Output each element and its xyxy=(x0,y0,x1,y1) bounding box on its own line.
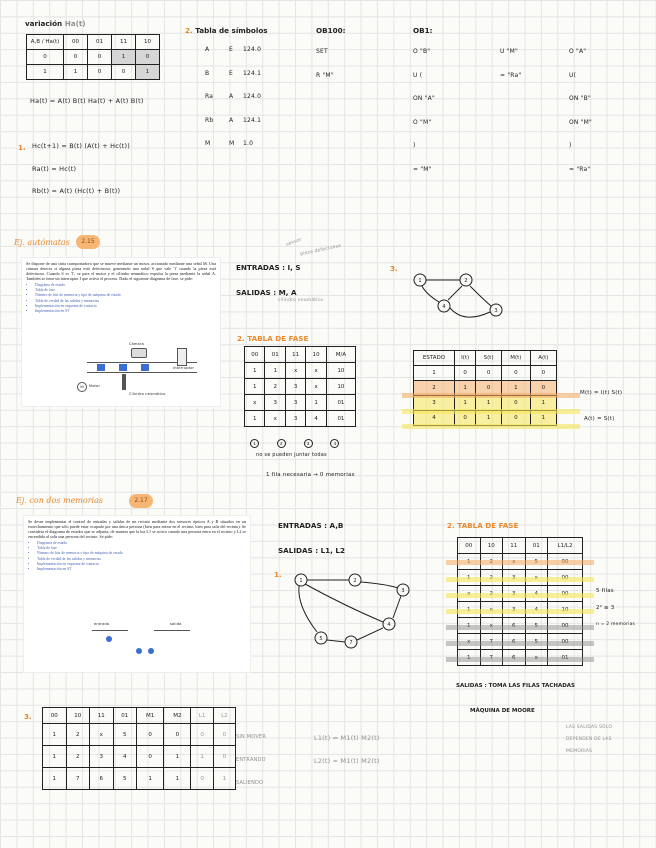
ob1-title: OB1: xyxy=(413,26,433,35)
ob1-column-b xyxy=(500,48,521,95)
section1-statement-card xyxy=(22,258,220,406)
note-sensor: sensor xyxy=(285,237,303,248)
section2-statement: Se desea implementar el control de entradas y salidas de un recinto mediante dos sensores ópticos A y B situados en un estrechamiento que sólo puede estar ocupado por una única persona (bien para entrar en el recinto, bien para salir del recinto). Se considera el diagrama de estados que se adjunta, de manera que la luz L1 se activa cuando una persona entra en el recinto y L2 se encendida al salir una persona del recinto. Se pide: xyxy=(28,519,246,539)
equation-hc: Hc(t+1) = B(t) (A(t) + Hc(t)) xyxy=(32,142,130,150)
ob1-line: U ( xyxy=(413,71,423,79)
variation-title: variación Ha(t) xyxy=(25,19,86,28)
section1-task-list xyxy=(26,283,216,314)
equation-m: M(t) = I(t) S(t) xyxy=(580,390,623,396)
variation-table: A,B / Ha(t) 00 01 11 10 0 0 0 1 0 1 1 0 0 1 xyxy=(26,34,160,80)
outputs-note: SALIDAS : TOMA LAS FILAS TACHADAS xyxy=(456,683,575,689)
highlight-yellow xyxy=(402,424,580,429)
variation-equation: Ha(t) = A(t) B(t) Ha(t) + A(t) B(t) xyxy=(30,97,144,105)
task-item: • Número de bits de memoria y tipo de máquina de estado xyxy=(37,551,246,556)
highlight-gray xyxy=(446,657,594,662)
phase-note-2: 1 fila necesaria → 0 memorias xyxy=(266,472,355,478)
piece-icon xyxy=(97,364,105,371)
section1-title: Ej. autómatas xyxy=(14,238,70,247)
cylinder-icon xyxy=(122,374,126,390)
note-cylinder: cilindro neumático xyxy=(278,298,324,303)
conveyor-figure xyxy=(77,342,217,402)
section2-phase-title: 2. TABLA DE FASE xyxy=(447,521,519,530)
svg-text:4: 4 xyxy=(387,622,391,628)
motor-icon: M xyxy=(77,382,87,392)
task-item: • Diagrama de estado xyxy=(35,283,216,288)
svg-text:3: 3 xyxy=(494,308,498,314)
highlight-yellow xyxy=(446,577,594,582)
section2-badge: 2.17 xyxy=(129,494,153,508)
wall xyxy=(92,630,128,631)
ob1-line: O "A" xyxy=(569,48,587,55)
symbol-row: B E 124.1 xyxy=(205,69,262,77)
person-icon xyxy=(148,648,154,654)
passage-left-label: entrada xyxy=(94,622,110,626)
section1-phase-title: 2. TABLA DE FASE xyxy=(237,334,309,343)
ob100-line: R "M" xyxy=(316,72,334,79)
highlight-yellow xyxy=(446,593,594,598)
wall xyxy=(154,630,190,631)
section2-diagram-label: 1. xyxy=(274,570,282,579)
states-note-memories: n = 2 memorias xyxy=(596,622,636,627)
highlight-orange xyxy=(402,393,580,398)
task-item: • Implementación en esquema de contacto xyxy=(35,304,216,309)
section2-state-diagram xyxy=(275,566,435,666)
section2-inputs: ENTRADAS : A,B xyxy=(278,521,344,530)
ob1-line: U( xyxy=(569,71,577,79)
person-icon xyxy=(106,636,112,642)
section1-state-diagram xyxy=(404,260,524,330)
svg-text:2: 2 xyxy=(353,578,357,584)
section2-task-list xyxy=(28,541,246,572)
svg-text:1: 1 xyxy=(299,578,303,584)
passage-figure xyxy=(92,622,192,668)
symbol-row: Ra A 124.0 xyxy=(205,93,262,100)
camera-label: Cámara xyxy=(129,342,144,346)
motor-label: Motor xyxy=(89,384,101,388)
ob1-line: = "Ra" xyxy=(500,71,522,79)
task-item: • Diagrama de estado xyxy=(37,541,246,546)
table3-note: SALIENDO xyxy=(236,780,264,786)
svg-text:7: 7 xyxy=(349,640,353,646)
highlight-yellow xyxy=(402,409,580,414)
ob100-line: SET xyxy=(316,48,328,55)
section2-phase-table: 00 10 11 01 L1/L2 1 x 6 5 00 x 7 6 5 00 1 7 6 x 01 xyxy=(457,537,583,666)
task-item: • Implementación en esquema de contacto xyxy=(37,562,246,567)
section2-outputs: SALIDAS : L1, L2 xyxy=(278,546,345,555)
section2-title: Ej. con dos memorias xyxy=(16,496,103,505)
ob1-line: O "M" xyxy=(413,118,432,126)
phase-note-1: no se pueden juntar todas xyxy=(256,452,327,458)
task-item: • Tabla de verdad de las salidas y memorias xyxy=(37,557,246,562)
phase-state-markers: 1 2 3 4 xyxy=(250,432,339,450)
svg-text:5: 5 xyxy=(319,636,323,642)
equation-l1: L1(t) = M1(t) M2(t) xyxy=(314,734,380,742)
block2-number: 1. xyxy=(18,143,26,152)
task-item: • Tabla de fase xyxy=(35,288,216,293)
ob1-line: ON "B" xyxy=(569,95,591,102)
states-note-power: 2² ≥ 3 xyxy=(596,605,615,611)
conveyor-belt xyxy=(87,372,197,373)
highlight-gray xyxy=(446,641,594,646)
ob1-column-a xyxy=(413,48,435,189)
ob1-line: ON "A" xyxy=(413,95,435,102)
table3-note: ENTRANDO xyxy=(236,757,266,763)
task-item: • Tabla de verdad de las salidas y memorias xyxy=(35,299,216,304)
symbol-row: M M 1.0 xyxy=(205,140,254,147)
equation-rb: Rb(t) = A(t) (Hc(t) + B(t)) xyxy=(32,187,121,195)
symbol-row: A E 124.0 xyxy=(205,46,262,53)
ob1-line: U "M" xyxy=(500,48,518,55)
switch-icon xyxy=(177,348,187,366)
section2-statement-card xyxy=(24,516,250,672)
svg-text:1: 1 xyxy=(418,278,422,284)
section2-table3-label: 3. xyxy=(24,712,32,721)
task-item: • Implementación en ST xyxy=(37,567,246,572)
ob1-line: = "Ra" xyxy=(569,165,591,173)
ob1-line: ) xyxy=(413,142,416,149)
section1-statement: Se dispone de una cinta transportadora que se mueve mediante un motor, accionado mediante una señal M. Una cámara detecta si alguna pieza está defectuosa, generando una señal S que vale '1' cuando la pieza está defectuosa. Cuando S es '1', se para el motor y el cilindro neumático expulsa la pieza mediante la señal A. También se tiene un interruptor I que activa el proceso. Dado el siguiente diagrama de fase, se pide: xyxy=(26,261,216,281)
machine-note: MÁQUINA DE MOORE xyxy=(470,708,535,714)
states-note-rows: 5 filas xyxy=(596,588,614,594)
machine-note-detail: LAS SALIDAS SÓLO DEPENDEN DE LAS MEMORIAS xyxy=(566,725,613,754)
task-item: • Número de bits de memoria y tipo de máquina de estado xyxy=(35,293,216,298)
piece-icon xyxy=(141,364,149,371)
highlight-gray xyxy=(446,625,594,630)
person-icon xyxy=(136,648,142,654)
svg-text:4: 4 xyxy=(442,304,446,310)
equation-ra: Ra(t) = Hc(t) xyxy=(32,165,77,173)
table3-note: SIN MOVER xyxy=(236,734,266,740)
svg-text:2: 2 xyxy=(464,278,468,284)
symbols-title: 2. Tabla de símbolos xyxy=(185,26,268,35)
highlight-yellow xyxy=(446,609,594,614)
ob1-line: ) xyxy=(569,142,572,149)
symbol-row: Rb A 124.1 xyxy=(205,116,262,124)
piece-icon xyxy=(119,364,127,371)
note-defect: pieza defectuosa xyxy=(299,243,342,258)
svg-text:3: 3 xyxy=(401,588,405,594)
section1-badge: 2.15 xyxy=(76,235,100,249)
section1-states-table: ESTADO I(t) S(t) M(t) A(t) 1 0 0 0 0 2 1 0 1 0 3 1 1 0 1 4 0 1 0 1 xyxy=(413,350,557,426)
passage-right-label: salida xyxy=(170,622,182,626)
ob1-line: ON "M" xyxy=(569,118,593,126)
section1-phase-table: 00 01 11 10 M/A 1 1 x x 10 1 2 3 x 10 x 3 3 1 01 1 x 3 4 01 xyxy=(244,346,356,427)
section2-memory-table: 00 10 11 01 M1 M2 L1 L2 1 2 x 5 0 0 0 0 1 2 3 4 0 1 1 0 1 7 6 5 1 1 0 1 xyxy=(42,707,236,790)
task-item: • Implementación en ST xyxy=(35,309,216,314)
section1-inputs: ENTRADAS : I, S xyxy=(236,263,301,272)
task-item: • Tabla de fase xyxy=(37,546,246,551)
ob1-column-c xyxy=(569,48,592,189)
ob1-line: O "B" xyxy=(413,48,431,55)
switch-label: Interruptor xyxy=(173,366,195,370)
cylinder-label: Cilindro neumático xyxy=(129,392,166,396)
section1-diagram-label: 3. xyxy=(390,264,398,273)
ob100-title: OB100: xyxy=(316,26,346,35)
section1-outputs: SALIDAS : M, A xyxy=(236,288,297,297)
ob1-line: = "M" xyxy=(413,165,432,173)
symbols-list xyxy=(205,46,261,164)
highlight-orange xyxy=(446,560,594,565)
equation-a: A(t) = S(t) xyxy=(584,416,615,422)
camera-icon xyxy=(131,348,147,358)
equation-l2: L2(t) = M1(t) M2(t) xyxy=(314,757,380,765)
